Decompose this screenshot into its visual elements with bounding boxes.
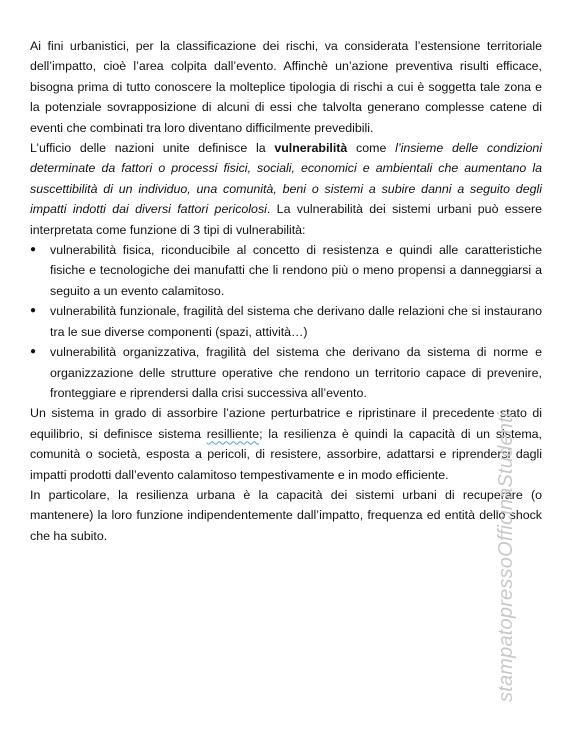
spellcheck-marked-word[interactable]: resilliente [206, 426, 260, 441]
bullet-icon: ● [30, 244, 37, 256]
list-item [30, 301, 542, 342]
list-item-text: vulnerabilità fisica, riconducibile al concetto di resistenza e quindi alle caratteristiche fisiche e tecnologiche dei manufatti che li rendono più o meno propensi a danneggiarsi a seguito a un evento calamitoso. [50, 243, 542, 298]
paragraph-urban-resilience: In particolare, la resilienza urbana è la capacità dei sistemi urbani di recuperare (o mantenere) la loro funzione indipendentemente dall’impatto, frequenza ed entità dello shock che ha subito. [30, 487, 542, 543]
paragraph-vulnerability-definition [30, 138, 542, 240]
paragraph-resilience-definition [30, 403, 542, 485]
list-item-text: vulnerabilità funzionale, fragilità del sistema che derivano dalle relazioni che si instaurano tra le sue diverse componenti (spazi, attività…) [50, 304, 542, 339]
vulnerability-types-list [30, 240, 542, 403]
vulnerability-intro-text: L’ufficio delle nazioni unite definisce la [30, 141, 275, 156]
list-item-text: vulnerabilità organizzativa, fragilità del sistema che derivano da sistema di norme e organizzazione delle strutture operative che rendono un territorio capace di prevenire, fronteggiare e riprendersi dalla crisi successiva all’evento. [50, 345, 542, 400]
vulnerability-end-text: . La vulnerabilità dei sistemi urbani può essere interpretata come funzione di 3 tipi di vulnerabilità: [30, 202, 542, 237]
resilience-start-text: Un sistema in grado di assorbire l’azione perturbatrice e ripristinare il precedente stato di equilibrio, si definisce sistema [30, 406, 542, 441]
vulnerability-mid-text: come [347, 141, 396, 156]
resilience-end-text: ; la resilienza è quindi la capacità di un sistema, comunità o società, esposta a pericoli, di resistere, assorbire, adattarsi e riprendersi dagli impatti prodotti dall’evento calamitoso tempestivamente e in modo efficiente. [30, 426, 542, 482]
list-item [30, 240, 542, 301]
watermark: stampatopressoOfficinaStudenti [495, 412, 517, 702]
bullet-icon: ● [30, 305, 37, 317]
vulnerability-term: vulnerabilità [274, 141, 348, 156]
bullet-icon: ● [30, 346, 37, 358]
paragraph-risk-classification: Ai fini urbanistici, per la classificazione dei rischi, va considerata l’estensione territoriale dell’impatto, cioè l’area colpita dall’evento. Affinchè un’azione preventiva risulti efficace, bisogna prima di tutto conoscere la molteplice tipologia di rischi a cui è soggetta tale zona e la potenziale sovrapposizione di alcuni di essi che talvolta generano complesse catene di eventi che combinati tra loro diventano difficilmente prevedibili. [30, 39, 542, 135]
vulnerability-definition-quote: l’insieme delle condizioni determinate da fattori o processi fisici, sociali, economici e ambientali che aumentano la suscettibilità di un individuo, una comunità, beni o sistemi a subire danni a seguito degli impatti indotti dai diversi fattori pericolosi [30, 141, 542, 217]
list-item [30, 342, 542, 403]
document-body [30, 36, 542, 546]
